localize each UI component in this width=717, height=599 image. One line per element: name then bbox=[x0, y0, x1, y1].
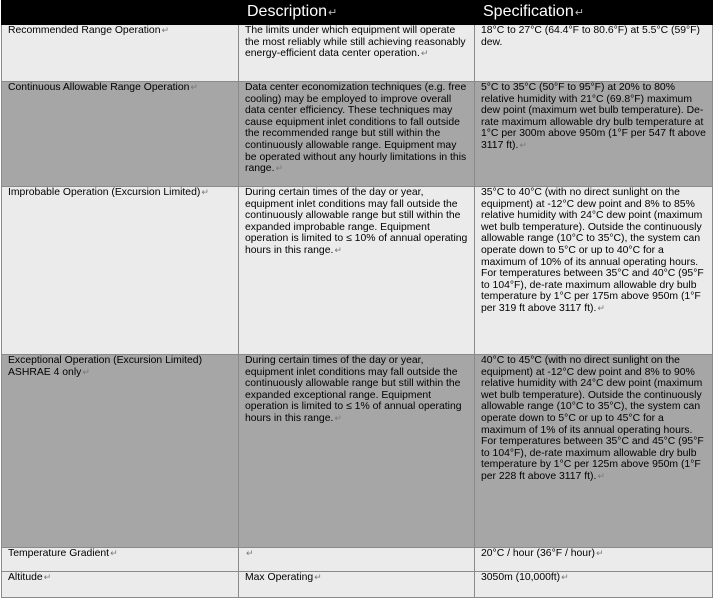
table-row-exceptional bbox=[2, 355, 713, 548]
paragraph-mark-icon: ↵ bbox=[161, 26, 170, 36]
row-label: Altitude↵ bbox=[2, 572, 239, 598]
paragraph-mark-icon: ↵ bbox=[43, 573, 52, 583]
row-specification: 40°C to 45°C (with no direct sunlight on the equipment) at -12°C dew point and 8% to 90% relative humidity with 24°C dew point (maximum wet bulb temperature). Outside the continuously allowable range (10°C to 35°C), the system can operate down to 5°C or up to 45°C for a maximum of 1% of its annual operating hours. For temperatures between 35°C and 45°C (95°F to 104°F), de-rate maximum allowable dry bulb temperature by 1°C per 125m above 950m (1°F per 228 ft above 3117 ft).↵ bbox=[475, 355, 713, 548]
header-specification: Specification↵ bbox=[475, 1, 713, 25]
row-label: Recommended Range Operation↵ bbox=[2, 25, 239, 82]
paragraph-mark-icon: ↵ bbox=[334, 245, 342, 256]
row-specification: 20°C / hour (36°F / hour)↵ bbox=[475, 548, 713, 572]
row-description: During certain times of the day or year, equipment inlet conditions may fall outside the continuously allowable range but still within the expanded improbable range. Equipment operation is limited to ≤ 10% of annual operating hours in this range.↵ bbox=[239, 187, 475, 355]
paragraph-mark-icon: ↵ bbox=[596, 549, 604, 559]
table-row-continuous-allowable bbox=[2, 82, 713, 187]
paragraph-mark-icon: ↵ bbox=[82, 367, 90, 378]
row-description: The limits under which equipment will operate the most reliably while still achieving reasonably energy-efficient data center operation.↵ bbox=[239, 25, 475, 82]
paragraph-mark-icon: ↵ bbox=[275, 164, 284, 175]
environmental-spec-table bbox=[1, 0, 713, 598]
row-description: Max Operating↵ bbox=[239, 572, 475, 598]
header-description: Description↵ bbox=[239, 1, 475, 25]
table-row-improbable bbox=[2, 187, 713, 355]
paragraph-mark-icon: ↵ bbox=[246, 549, 254, 559]
paragraph-mark-icon: ↵ bbox=[190, 83, 198, 93]
row-label: Continuous Allowable Range Operation↵ bbox=[2, 82, 239, 187]
header-row bbox=[2, 1, 713, 25]
paragraph-mark-icon: ↵ bbox=[334, 413, 342, 424]
row-specification: 35°C to 40°C (with no direct sunlight on the equipment) at -12°C dew point and 8% to 85% relative humidity with 24°C dew point (maximum wet bulb temperature). Outside the continuously allowable range (10°C to 35°C), the system can operate down to 5°C or up to 40°C for a maximum of 10% of its annual operating hours. For temperatures between 35°C and 40°C (95°F to 104°F), de-rate maximum allowable dry bulb temperature by 1°C per 175m above 950m (1°F per 319 ft above 3117 ft).↵ bbox=[475, 187, 713, 355]
paragraph-mark-icon: ↵ bbox=[328, 6, 338, 19]
row-label: Temperature Gradient↵ bbox=[2, 548, 239, 572]
row-description bbox=[239, 548, 475, 572]
paragraph-mark-icon: ↵ bbox=[561, 573, 569, 583]
row-specification: 3050m (10,000ft)↵ bbox=[475, 572, 713, 598]
row-specification: 5°C to 35°C (50°F to 95°F) at 20% to 80% relative humidity with 21°C (69.8°F) maximum dew point (maximum wet bulb temperature). De-rate maximum allowable dry bulb temperature at 1°C per 300m above 950m (1°F per 547 ft above 3117 ft).↵ bbox=[475, 82, 713, 187]
row-label: Exceptional Operation (Excursion Limited) ASHRAE 4 only↵ bbox=[2, 355, 239, 548]
table-row-recommended bbox=[2, 25, 713, 82]
table-row-altitude bbox=[2, 572, 713, 598]
paragraph-mark-icon: ↵ bbox=[597, 471, 605, 482]
row-specification: 18°C to 27°C (64.4°F to 80.6°F) at 5.5°C (59°F) dew. bbox=[475, 25, 713, 82]
paragraph-mark-icon: ↵ bbox=[597, 303, 605, 314]
paragraph-mark-icon: ↵ bbox=[519, 140, 527, 151]
paragraph-mark-icon: ↵ bbox=[201, 188, 209, 198]
row-description: During certain times of the day or year, equipment inlet conditions may fall outside the continuously allowable range but still within the expanded exceptional range. Equipment operation is limited to ≤ 1% of annual operating hours in this range.↵ bbox=[239, 355, 475, 548]
table-row-temperature-gradient bbox=[2, 548, 713, 572]
paragraph-mark-icon: ↵ bbox=[110, 549, 118, 559]
paragraph-mark-icon: ↵ bbox=[420, 49, 429, 60]
paragraph-mark-icon: ↵ bbox=[574, 6, 584, 19]
row-description: Data center economization techniques (e.g. free cooling) may be employed to improve overall data center efficiency. These techniques may cause equipment inlet conditions to fall outside the recommended range but still within the continuously allowable range. Equipment may be operated without any hourly limitations in this range.↵ bbox=[239, 82, 475, 187]
header-label-column bbox=[2, 1, 239, 25]
row-label: Improbable Operation (Excursion Limited)↵ bbox=[2, 187, 239, 355]
paragraph-mark-icon: ↵ bbox=[314, 573, 322, 583]
